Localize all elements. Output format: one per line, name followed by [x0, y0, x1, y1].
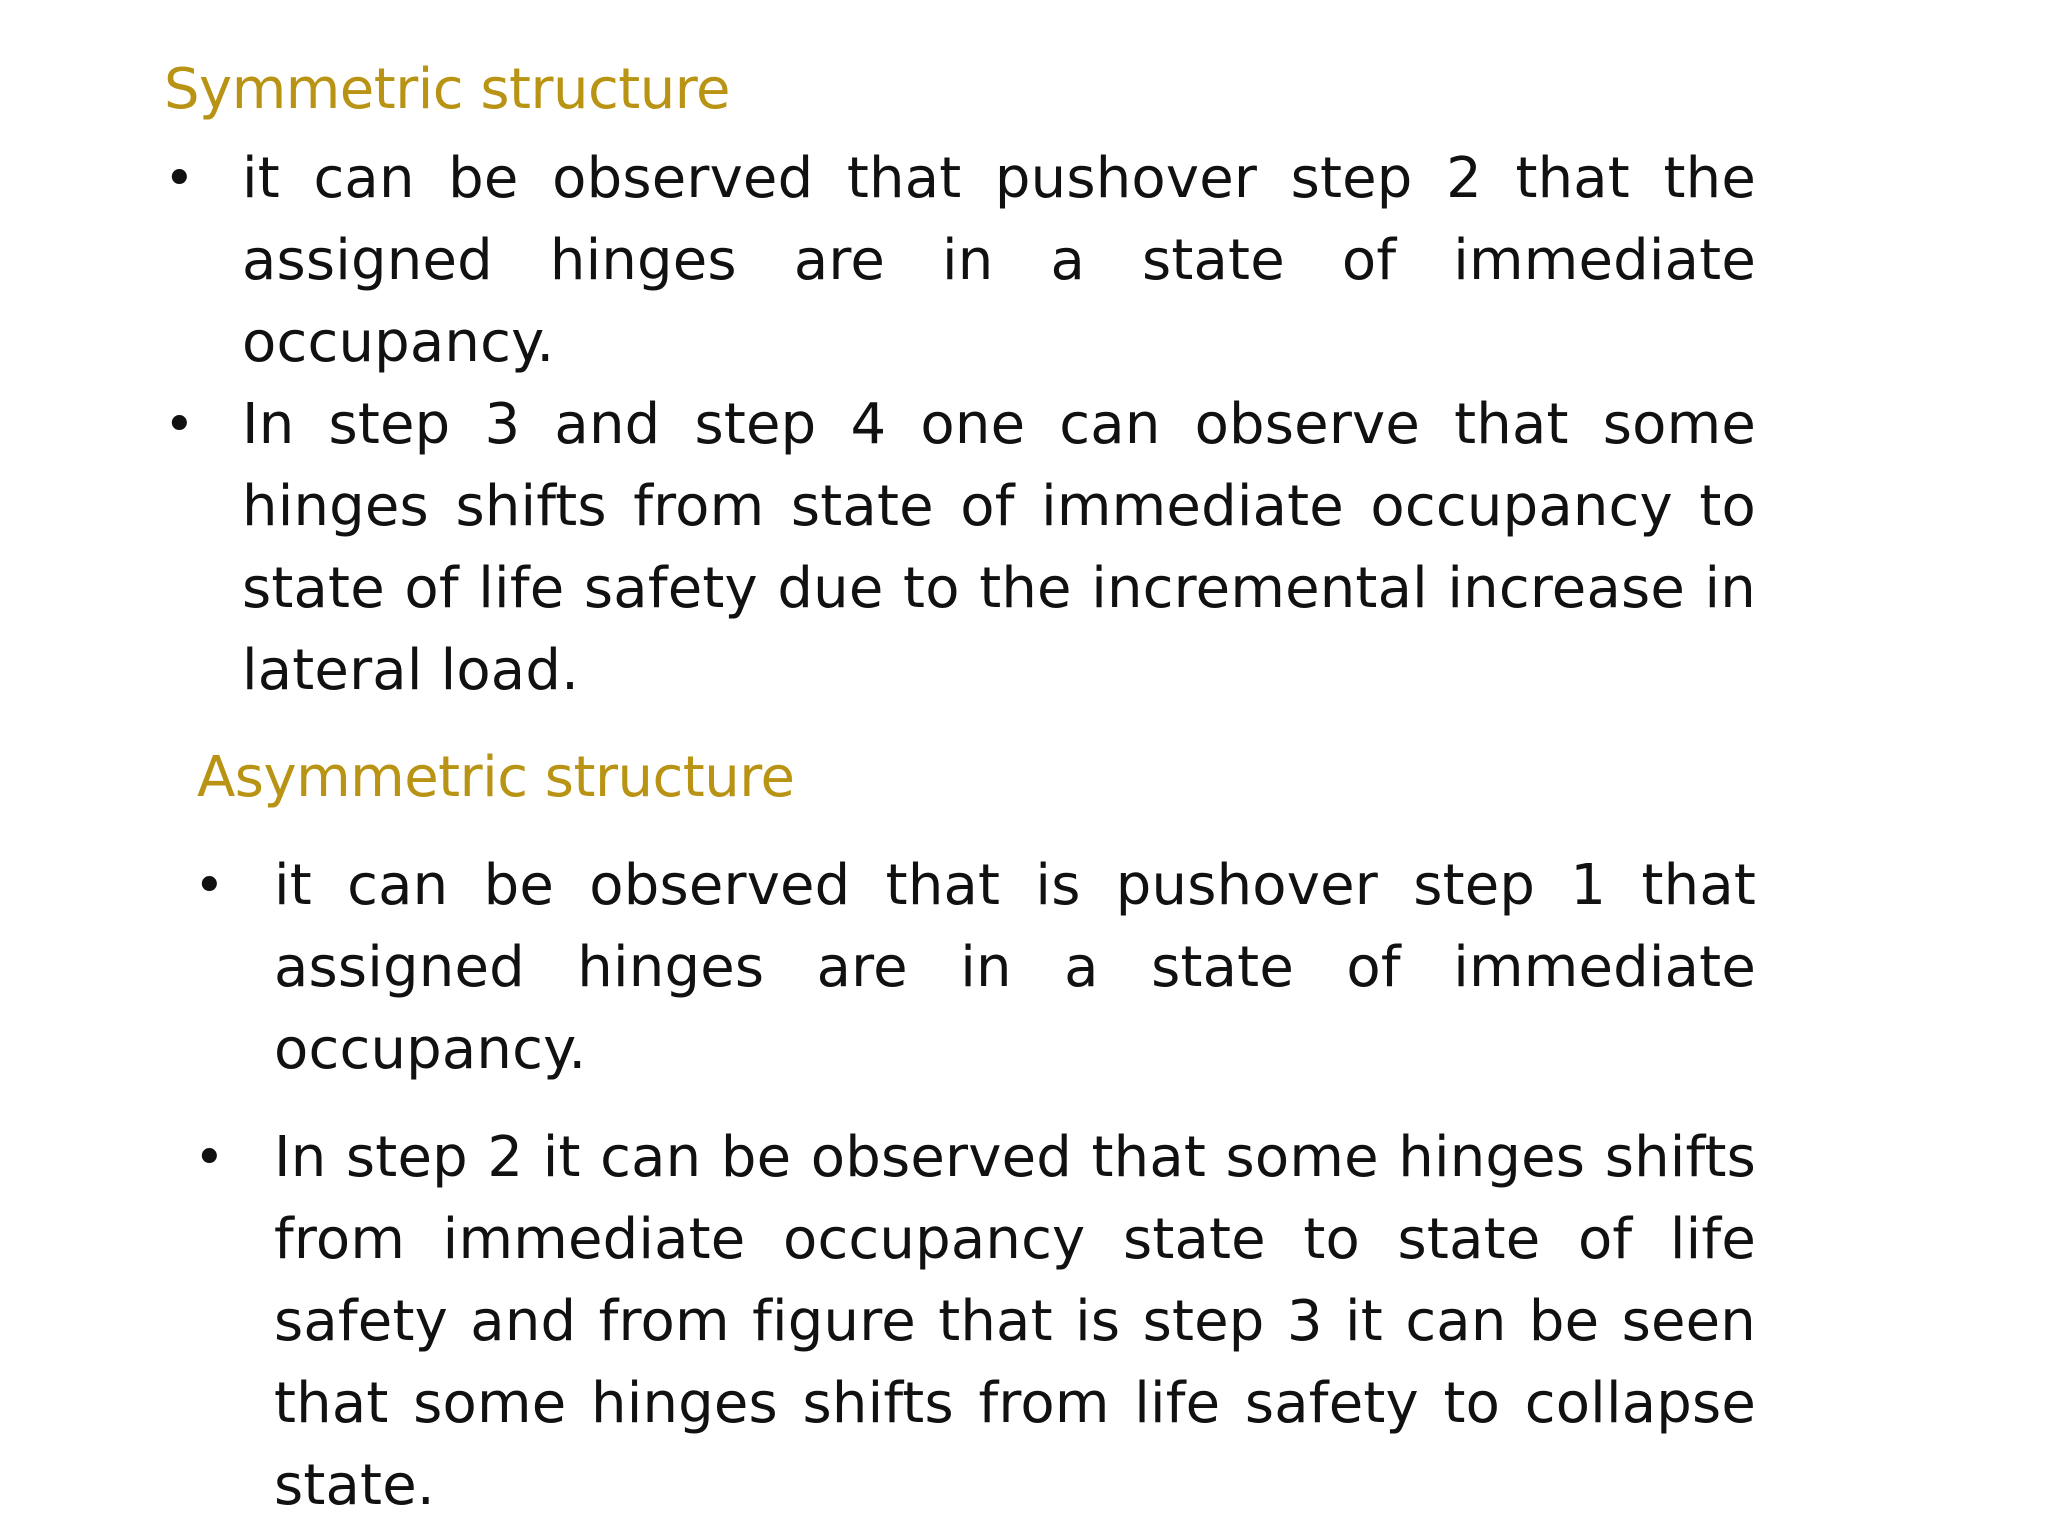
section-heading-symmetric: Symmetric structure: [164, 57, 731, 122]
bullet-item: [194, 1117, 1756, 1527]
bullet-text: In step 2 it can be observed that some hinges shifts from immediate occupancy state to state of life safety and from figure that is step 3 it can be seen that some hinges shifts from life safety to collapse state.: [274, 1125, 1756, 1518]
bullet-icon: •: [194, 856, 225, 916]
bullet-item: [164, 138, 1756, 384]
bullet-list-symmetric: [164, 138, 1756, 712]
bullet-text: In step 3 and step 4 one can observe that some hinges shifts from state of immediate occupancy to state of life safety due to the incremental increase in lateral load.: [242, 392, 1756, 703]
bullet-icon: •: [164, 149, 195, 209]
bullet-icon: •: [164, 395, 195, 455]
bullet-icon: •: [194, 1128, 225, 1188]
section-heading-asymmetric: Asymmetric structure: [197, 745, 795, 810]
bullet-list-asymmetric: [194, 845, 1756, 1527]
bullet-text: it can be observed that is pushover step 1 that assigned hinges are in a state of immediate occupancy.: [274, 853, 1756, 1082]
bullet-item: [164, 384, 1756, 712]
bullet-text: it can be observed that pushover step 2 that the assigned hinges are in a state of immediate occupancy.: [242, 146, 1756, 375]
bullet-item: [194, 845, 1756, 1091]
